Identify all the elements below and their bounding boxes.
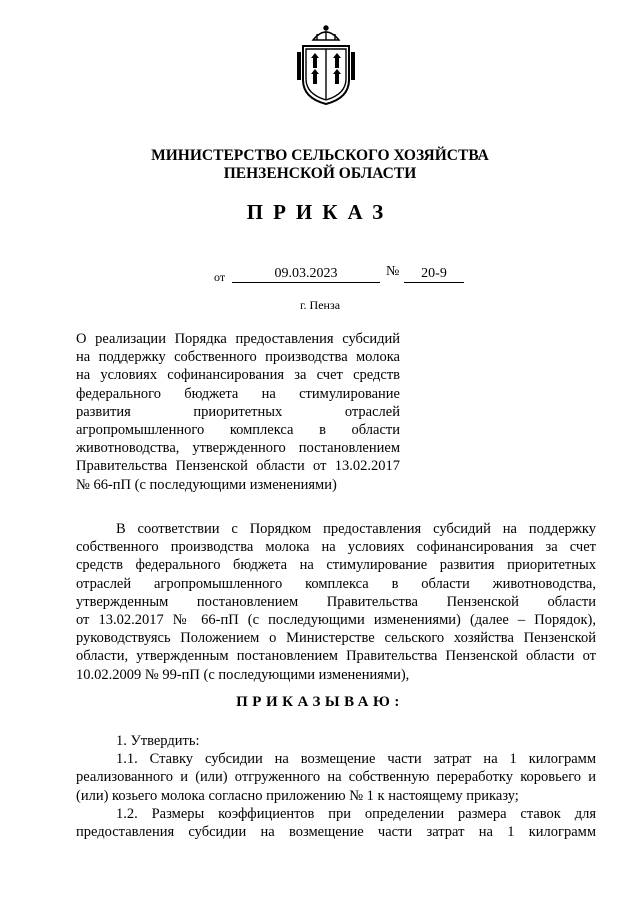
order-clauses xyxy=(76,732,596,841)
document-type-title: ПРИКАЗ xyxy=(246,200,394,224)
preamble-line: руководствуясь Положением о Министерстве сельского хозяйства Пензенской xyxy=(76,630,596,647)
subject-line: федерального бюджета на стимулирование xyxy=(76,385,400,402)
subject-line: № 66-пП (с последующими изменениями) xyxy=(76,476,337,493)
clause-line: 1.2. Размеры коэффициентов при определении размера ставок для xyxy=(116,805,596,822)
subject-line: Правительства Пензенской области от 13.02.2017 xyxy=(76,458,400,475)
city-name: г. Пенза xyxy=(299,298,341,312)
coat-of-arms-emblem xyxy=(295,22,357,106)
document-date: 09.03.2023 xyxy=(232,266,380,283)
preamble-line: отраслей агропромышленного комплекса в области животноводства, xyxy=(76,575,596,592)
subject-line: О реализации Порядка предоставления субсидий xyxy=(76,331,400,347)
ministry-name-line-1: МИНИСТЕРСТВО СЕЛЬСКОГО ХОЗЯЙСТВА xyxy=(151,147,489,164)
number-sign: № xyxy=(386,264,400,279)
subject-line: животноводства, утвержденного постановлением xyxy=(76,440,400,457)
preamble-line: В соответствии с Порядком предоставления субсидий на поддержку xyxy=(116,521,596,537)
subject-line: на условиях софинансирования за счет средств xyxy=(76,367,400,384)
preamble-line: 10.02.2009 № 99-пП (с последующими изменениями), xyxy=(76,666,410,683)
preamble-line: от 13.02.2017 № 66-пП (с последующими изменениями) (далее – Порядок), xyxy=(76,612,596,629)
document-subject xyxy=(76,330,400,494)
date-number-row xyxy=(0,266,640,288)
preamble-line: утвержденным постановлением Правительства Пензенской области xyxy=(76,593,596,610)
clause-line: (или) козьего молока согласно приложению № 1 к настоящему приказу; xyxy=(76,787,519,804)
preamble-line: средств федерального бюджета на стимулирование развития приоритетных xyxy=(76,557,596,574)
clause-line: предоставления субсидии на возмещение части затрат на 1 килограмм xyxy=(76,824,596,841)
clause-line: реализованного и (или) отгруженного на собственную переработку коровьего и xyxy=(76,769,596,786)
subject-line: на поддержку собственного производства молока xyxy=(76,349,400,366)
order-heading: ПРИКАЗЫВАЮ: xyxy=(236,694,404,710)
document-number: 20-9 xyxy=(404,266,464,283)
date-prefix: от xyxy=(214,270,226,284)
clause-line: 1. Утвердить: xyxy=(116,733,200,749)
ministry-name-line-2: ПЕНЗЕНСКОЙ ОБЛАСТИ xyxy=(223,165,417,182)
subject-line: агропромышленного комплекса в области xyxy=(76,422,400,439)
preamble-line: области, утвержденным постановлением Правительства Пензенской области от xyxy=(76,648,596,665)
preamble-paragraph xyxy=(76,520,596,684)
subject-line: развития приоритетных отраслей xyxy=(76,403,400,420)
clause-line: 1.1. Ставку субсидии на возмещение части затрат на 1 килограмм xyxy=(116,751,596,768)
preamble-line: собственного производства молока на условиях софинансирования за счет xyxy=(76,539,596,556)
